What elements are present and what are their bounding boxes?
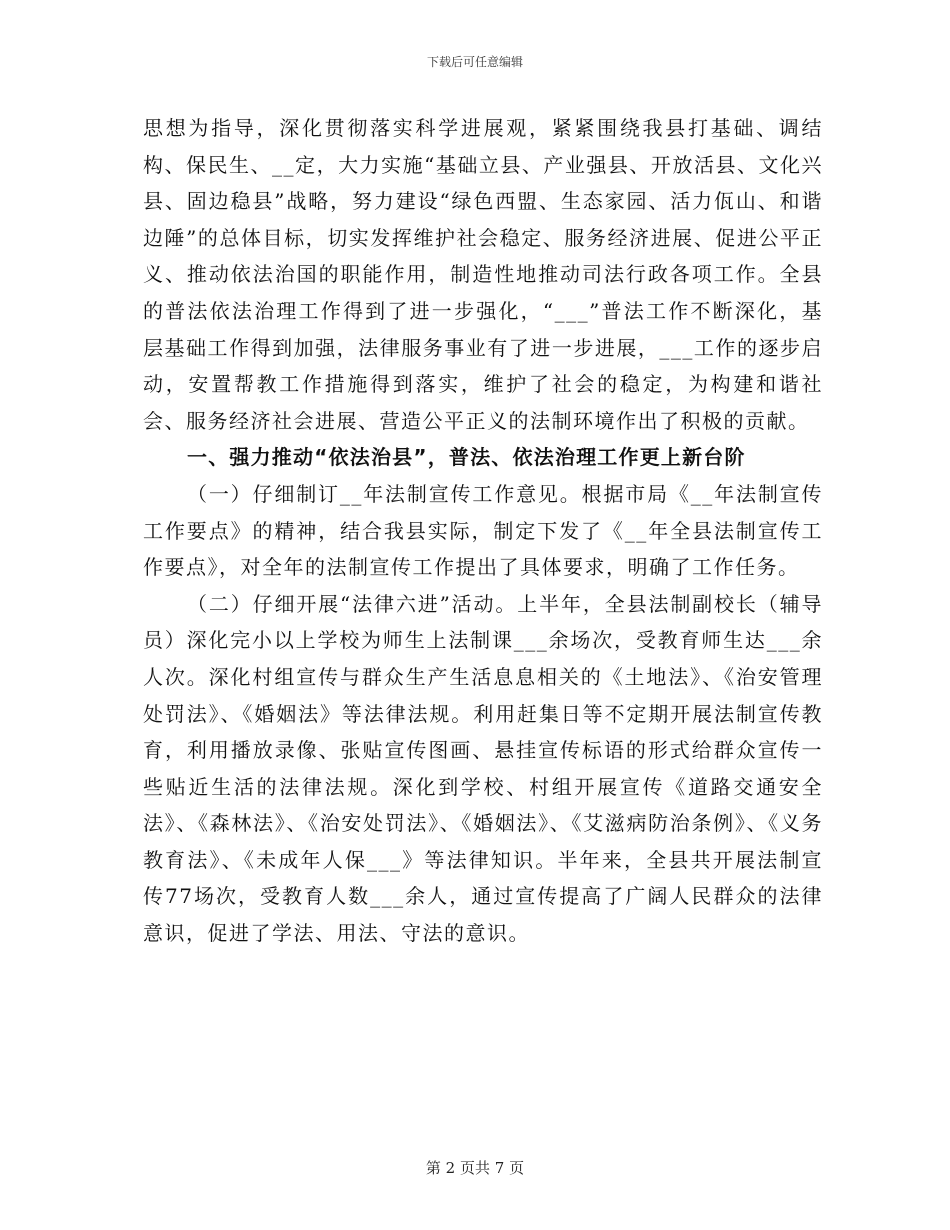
- paragraph-item-2: （二）仔细开展“法律六进”活动。上半年，全县法制副校长（辅导员）深化完小以上学校为师生上法制课___余场次，受教育师生达___余人次。深化村组宣传与群众生产生活息息相关的《土地法》、《治安管理处罚法》、《婚姻法》等法律法规。利用赶集日等不定期开展法制宣传教育，利用播放录像、张贴宣传图画、悬挂宣传标语的形式给群众宣传一些贴近生活的法律法规。深化到学校、村组开展宣传《道路交通安全法》、《森林法》、《治安处罚法》、《婚姻法》、《艾滋病防治条例》、《义务教育法》、《未成年人保___》等法律知识。半年来，全县共开展法制宣传77场次，受教育人数___余人，通过宣传提高了广阔人民群众的法律意识，促进了学法、用法、守法的意识。: [143, 591, 823, 946]
- page-header: 下载后可任意编辑: [426, 55, 523, 69]
- paragraph-item-1: （一）仔细制订__年法制宣传工作意见。根据市局《__年法制宣传工作要点》的精神，结合我县实际，制定下发了《__年全县法制宣传工作要点》，对全年的法制宣传工作提出了具体要求，明确了工作任务。: [143, 481, 823, 580]
- paragraph-intro: 思想为指导，深化贯彻落实科学进展观，紧紧围绕我县打基础、调结构、保民生、__定，大力实施“基础立县、产业强县、开放活县、文化兴县、固边稳县”战略，努力建设“绿色西盟、生态家园、活力佤山、和谐边陲”的总体目标，切实发挥维护社会稳定、服务经济进展、促进公平正义、推动依法治国的职能作用，制造性地推动司法行政各项工作。全县的普法依法治理工作得到了进一步强化，“___”普法工作不断深化，基层基础工作得到加强，法律服务事业有了进一步进展，___工作的逐步启动，安置帮教工作措施得到落实，维护了社会的稳定，为构建和谐社会、服务经济社会进展、营造公平正义的法制环境作出了积极的贡献。: [143, 116, 823, 433]
- section-heading: 一、强力推动“依法治县”，普法、依法治理工作更上新台阶: [187, 445, 746, 470]
- page-footer: 第 2 页共 7 页: [425, 1159, 525, 1177]
- document-body: [143, 110, 823, 952]
